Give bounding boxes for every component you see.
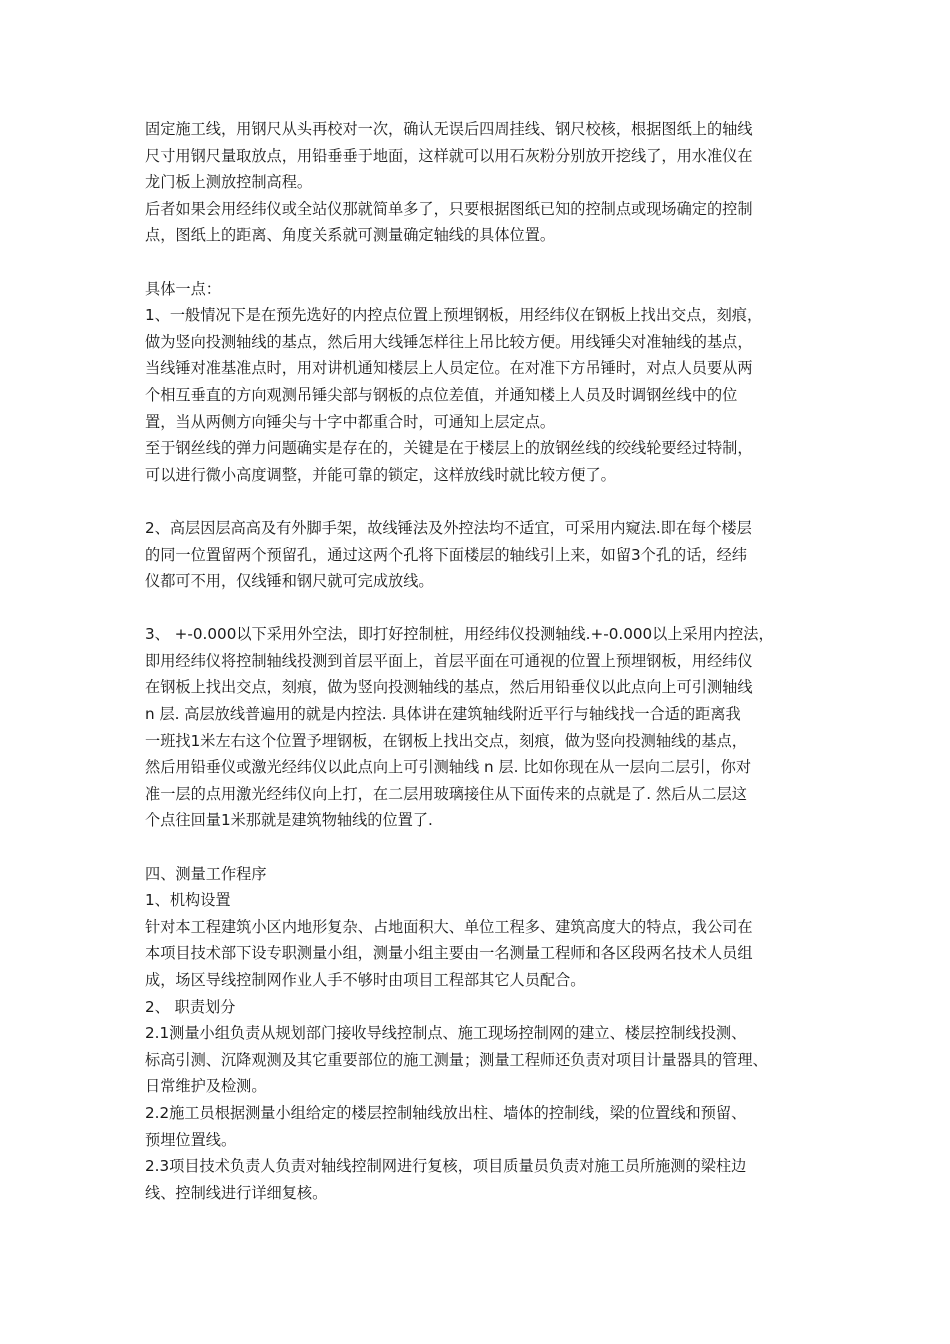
blank-line — [145, 249, 815, 276]
text-line: 当线锤对准基准点时，用对讲机通知楼层上人员定位。在对准下方吊锤时，对点人员要从两 — [145, 359, 753, 378]
text-line: 个相互垂直的方向观测吊锤尖部与钢板的点位差值，并通知楼上人员及时调钢丝线中的位 — [145, 385, 738, 404]
text-line: 四、测量工作程序 — [145, 864, 267, 883]
text-line: 针对本工程建筑小区内地形复杂、占地面积大、单位工程多、建筑高度大的特点，我公司在 — [145, 917, 753, 936]
text-line: 日常维护及检测。 — [145, 1077, 267, 1096]
text-line: 后者如果会用经纬仪或全站仪那就简单多了，只要根据图纸已知的控制点或现场确定的控制 — [145, 199, 753, 218]
text-line: 具体一点： — [145, 279, 221, 298]
text-line: 本项目技术部下设专职测量小组，测量小组主要由一名测量工程师和各区段两名技术人员组 — [145, 944, 753, 963]
text-line: 置，当从两侧方向锤尖与十字中都重合时，可通知上层定点。 — [145, 412, 556, 431]
text-line: 然后用铅垂仪或激光经纬仪以此点向上可引测轴线 n 层. 比如你现在从一层向二层引，你对 — [145, 758, 752, 777]
text-line: 个点往回量1米那就是建筑物轴线的位置了. — [145, 811, 433, 830]
text-line: 即用经纬仪将控制轴线投测到首层平面上，首层平面在可通视的位置上预埋钢板，用经纬仪 — [145, 651, 753, 670]
text-line: 标高引测、沉降观测及其它重要部位的施工测量；测量工程师还负责对项目计量器具的管理、 — [145, 1050, 768, 1069]
document-body — [145, 116, 815, 1206]
text-line: n 层. 高层放线普遍用的就是内控法. 具体讲在建筑轴线附近平行与轴线找一合适的距离我 — [145, 705, 741, 724]
text-line: 3、 +-0.000以下采用外空法，即打好控制桩，用经纬仪投测轴线.+-0.000以上采用内控法， — [145, 625, 774, 644]
text-line: 线、控制线进行详细复核。 — [145, 1183, 328, 1202]
text-line: 成，场区导线控制网作业人手不够时由项目工程部其它人员配合。 — [145, 971, 586, 989]
text-line: 在钢板上找出交点，刻痕，做为竖向投测轴线的基点，然后用铅垂仪以此点向上可引测轴线 — [145, 678, 753, 697]
text-line: 2、 职责划分 — [145, 997, 236, 1016]
text-line: 尺寸用钢尺量取放点，用铅垂垂于地面，这样就可以用石灰粉分别放开挖线了，用水准仪在 — [145, 146, 753, 165]
text-line: 2.1测量小组负责从规划部门接收导线控制点、施工现场控制网的建立、楼层控制线投测、 — [145, 1024, 747, 1043]
text-line: 仪都可不用，仅线锤和钢尺就可完成放线。 — [145, 572, 434, 591]
text-line: 准一层的点用激光经纬仪向上打，在二层用玻璃接住从下面传来的点就是了. 然后从二层这 — [145, 784, 747, 803]
text-line: 一班找1米左右这个位置予埋钢板，在钢板上找出交点，刻痕，做为竖向投测轴线的基点， — [145, 731, 747, 750]
text-line: 固定施工线，用钢尺从头再校对一次，确认无误后四周挂线、钢尺校核，根据图纸上的轴线 — [145, 120, 753, 138]
text-line: 预埋位置线。 — [145, 1130, 237, 1149]
blank-line — [145, 488, 815, 515]
text-line: 点，图纸上的距离、角度关系就可测量确定轴线的具体位置。 — [145, 226, 556, 245]
text-line: 做为竖向投测轴线的基点，然后用大线锤怎样往上吊比较方便。用线锤尖对准轴线的基点， — [145, 332, 753, 351]
text-line: 可以进行微小高度调整，并能可靠的锁定，这样放线时就比较方便了。 — [145, 465, 616, 484]
text-line: 龙门板上测放控制高程。 — [145, 173, 313, 192]
text-line: 1、一般情况下是在预先选好的内控点位置上预埋钢板，用经纬仪在钢板上找出交点，刻痕， — [145, 306, 763, 325]
text-line: 2.3项目技术负责人负责对轴线控制网进行复核，项目质量员负责对施工员所施测的梁柱边 — [145, 1157, 747, 1176]
text-line: 至于钢丝线的弹力问题确实是存在的，关键是在于楼层上的放钢丝线的绞线轮要经过特制， — [145, 439, 753, 458]
text-line: 2.2施工员根据测量小组给定的楼层控制轴线放出柱、墙体的控制线，梁的位置线和预留、 — [145, 1103, 747, 1122]
text-line: 的同一位置留两个预留孔，通过这两个孔将下面楼层的轴线引上来，如留3个孔的话，经纬 — [145, 545, 747, 564]
text-line: 1、机构设置 — [145, 891, 231, 910]
blank-line — [145, 834, 815, 861]
blank-line — [145, 595, 815, 622]
text-line: 2、高层因层高高及有外脚手架，故线锤法及外控法均不适宜，可采用内窥法.即在每个楼层 — [145, 518, 752, 537]
